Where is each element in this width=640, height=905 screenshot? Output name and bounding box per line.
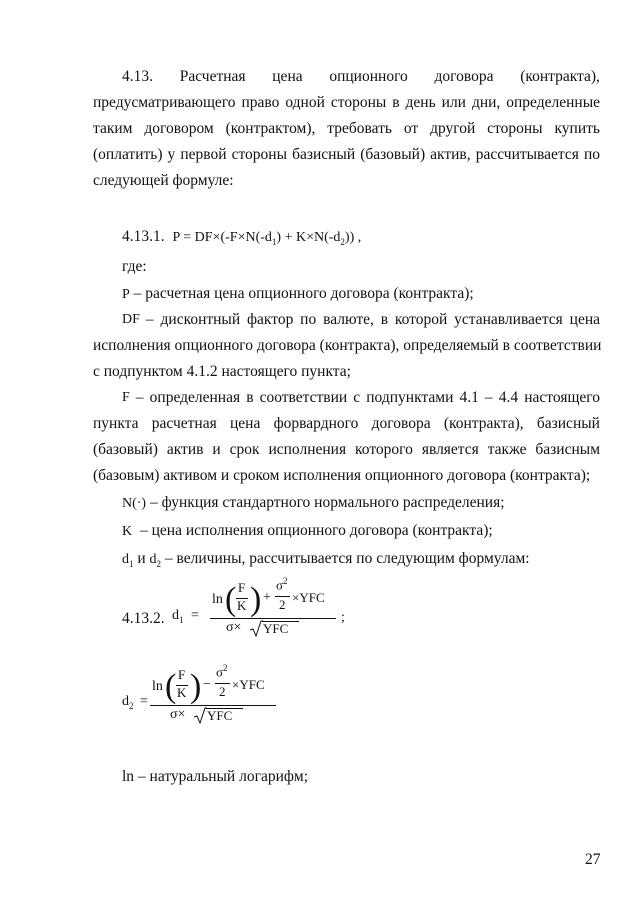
fraction-k: K (177, 685, 187, 700)
main-fraction-bar (150, 705, 276, 706)
ln-definition: ln – натуральный логарифм; (122, 768, 309, 785)
formula-number: 4.13.1. (122, 228, 165, 245)
formula-expression: $P = DF\times(-F\times N(-d_1) + K\times N(-d_2))$ , (172, 230, 362, 247)
symbol: K (122, 524, 133, 539)
def-k (122, 518, 493, 545)
formula-4-13-1 (122, 224, 361, 255)
symbol-d2: $d_2$ (149, 552, 162, 569)
times-yfc: ×YFC (232, 677, 265, 692)
word: (контракта), (443, 415, 524, 432)
plus-sign: + (263, 590, 271, 605)
where-label: где: (122, 258, 147, 275)
denominator-sigma: σ× (226, 620, 242, 635)
fraction-f: F (178, 667, 186, 682)
formula-number: 4.13.2. (122, 610, 165, 627)
word: Расчетная (179, 68, 246, 85)
fraction-k: K (237, 598, 247, 613)
symbol: F (122, 390, 130, 405)
section-4-13-line-5: следующей формуле: (93, 172, 234, 189)
conjunction: и (133, 550, 150, 567)
def-f-line-1 (122, 385, 600, 411)
minus-sign: − (203, 677, 211, 692)
denominator-yfc: YFC (263, 621, 289, 636)
word: (контракта), (520, 68, 600, 85)
word: договора (434, 68, 494, 85)
def-d (122, 546, 530, 577)
right-paren: ) (190, 668, 202, 705)
def-f-line-4: (базовым) активом и сроком исполнения опционного договора (контракта); (93, 467, 591, 484)
section-4-13-line-1 (122, 64, 600, 90)
def-p (122, 281, 474, 308)
symbol: P (122, 287, 130, 302)
ln-text: ln (212, 592, 223, 607)
symbol-d1: $d_1$ (122, 552, 134, 569)
def-f-line-2 (93, 411, 600, 437)
word: форвардного (273, 415, 359, 432)
word: расчетная (151, 415, 217, 432)
def-f-line-3: (базовый) актив и срок исполнения которого является также базисным (93, 441, 600, 458)
symbol: DF (122, 312, 140, 327)
equals-sign: = (140, 694, 148, 709)
def-n (122, 490, 505, 517)
definition-text: – дисконтный фактор по валюте, в которой устанавливается цена (145, 311, 600, 328)
def-df-line-3: с подпунктом 4.1.2 настоящего пункта; (93, 363, 351, 380)
page-number: 27 (585, 851, 601, 868)
word: опционного (329, 68, 408, 85)
right-paren: ) (250, 581, 262, 618)
def-df-line-2: исполнения опционного договора (контракта), определяемый в соответствии (93, 337, 602, 354)
section-4-13-line-4: (оплатить) у первой стороны базисный (базовый) актив, рассчитывается по (93, 146, 600, 163)
definition-text: – функция стандартного нормального распределения; (149, 494, 505, 511)
sigma-squared: $\sigma^2$ (216, 663, 228, 680)
word: базисный (536, 415, 600, 432)
main-fraction-bar (210, 618, 336, 619)
word: цена (272, 68, 303, 85)
two: 2 (219, 684, 226, 699)
fraction-f: F (238, 580, 246, 595)
sqrt-icon (249, 620, 263, 638)
times-yfc: ×YFC (292, 590, 325, 605)
symbol: N(·) (122, 496, 147, 511)
d1-symbol: $d_1$ (172, 608, 184, 625)
left-paren: ( (165, 668, 177, 705)
definition-text: – определенная в соответствии с подпунктами 4.1 – 4.4 настоящего (135, 389, 600, 406)
denominator-sigma: σ× (170, 707, 186, 722)
definition-text: – расчетная цена опционного договора (контракта); (133, 285, 474, 302)
formula-4-13-2 (122, 576, 345, 650)
semicolon: ; (341, 610, 345, 625)
section-4-13-line-3: таким договором (контрактом), требовать от другой стороны купить (93, 120, 600, 137)
sigma-squared: $\sigma^2$ (276, 576, 288, 593)
section-4-13-line-2: предусматривающего право одной стороны в день или дни, определенные (93, 94, 600, 111)
sqrt-icon (193, 707, 207, 725)
definition-text: – цена исполнения опционного договора (контракта); (140, 522, 493, 539)
two: 2 (279, 597, 286, 612)
section-number: 4.13. (122, 68, 153, 85)
definition-text: – величины, рассчитывается по следующим формулам: (161, 550, 530, 567)
d2-symbol: $d_2$ (122, 694, 134, 711)
word: цена (230, 415, 261, 432)
denominator-yfc: YFC (207, 708, 233, 723)
word: пункта (93, 415, 139, 432)
left-paren: ( (225, 581, 237, 618)
formula-d2 (122, 663, 292, 736)
ln-text: ln (152, 679, 163, 694)
word: договора (371, 415, 431, 432)
def-df-line-1 (122, 307, 600, 333)
equals-sign: = (191, 608, 199, 623)
